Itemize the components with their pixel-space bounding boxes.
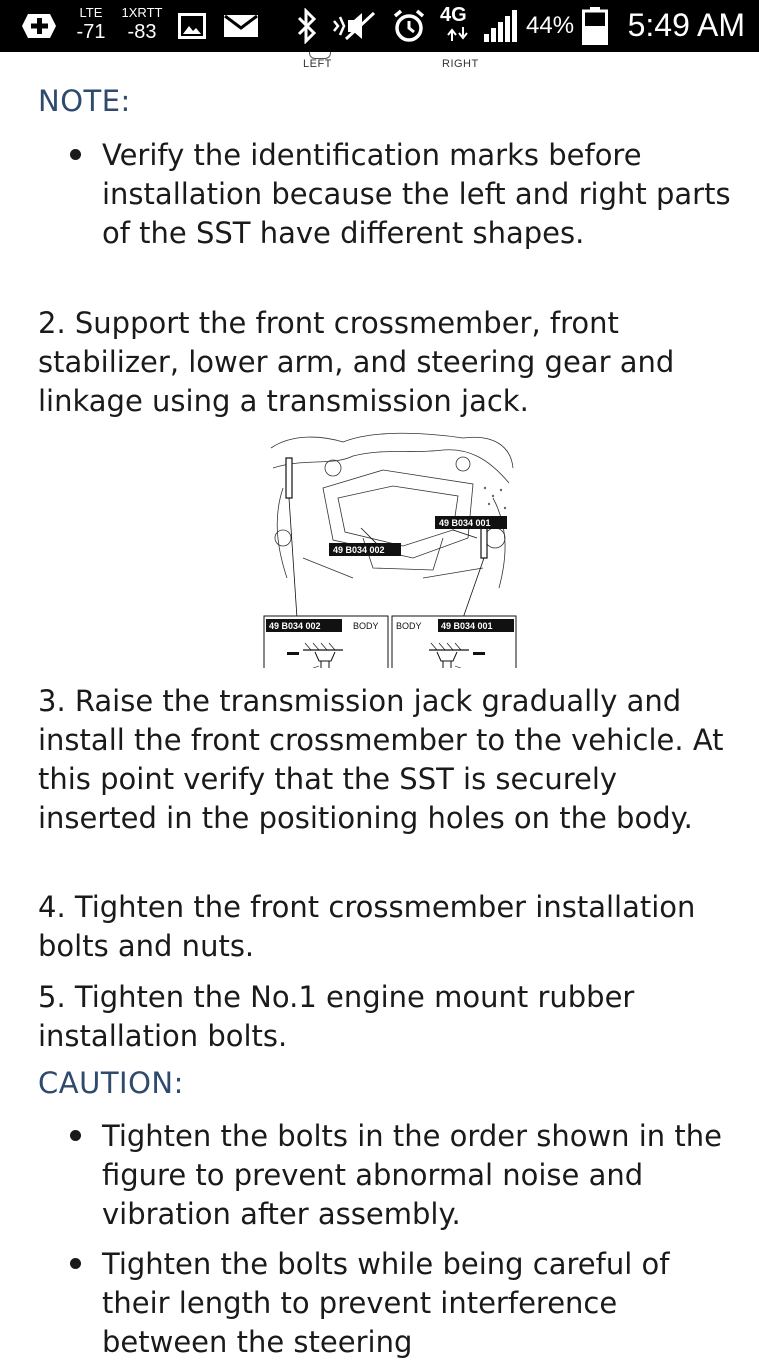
code-right-top-text: 49 B034 001	[439, 518, 491, 528]
add-icon	[22, 12, 56, 40]
rtt-value: -83	[127, 21, 157, 43]
mute-icon	[332, 9, 378, 43]
bullet-dot-icon	[70, 1130, 81, 1141]
left-panel-code: 49 B034 002	[269, 621, 321, 631]
rtt-label: 1XRTT	[121, 5, 163, 20]
sst-installation-figure	[263, 428, 519, 668]
lte-signal-readout	[72, 6, 110, 42]
right-panel-body: BODY	[396, 621, 422, 631]
figure-right-label: RIGHT	[442, 58, 479, 70]
right-panel-code: 49 B034 001	[441, 621, 493, 631]
gallery-icon	[178, 13, 206, 39]
alarm-icon	[392, 8, 426, 44]
clock-time: 5:49 AM	[627, 7, 745, 43]
battery-percent: 44%	[526, 12, 575, 39]
battery-icon	[582, 7, 608, 45]
sst-diagram	[263, 428, 519, 668]
step-4-text: 4. Tighten the front crossmember installation bolts and nuts.	[38, 890, 696, 963]
bluetooth-icon	[296, 8, 318, 44]
step-3-text: 3. Raise the transmission jack gradually and install the front crossmember to the vehicle. At this point verify that the SST is securely inserted in the positioning holes on the body.	[38, 684, 724, 835]
step-5-text: 5. Tighten the No.1 engine mount rubber installation bolts.	[38, 980, 635, 1053]
caution-bullet-text-2: Tighten the bolts while being careful of their length to prevent interference between the steering	[102, 1247, 670, 1359]
lte-label: LTE	[79, 5, 103, 20]
bullet-dot-icon	[70, 149, 81, 160]
step-2-text: 2. Support the front crossmember, front stabilizer, lower arm, and steering gear and linkage using a transmission jack.	[38, 306, 675, 418]
network-type-indicator	[440, 5, 482, 41]
left-panel-body: BODY	[353, 621, 379, 631]
figure-left-label: LEFT	[303, 58, 332, 70]
signal-strength-icon	[484, 10, 520, 42]
rtt-signal-readout	[120, 6, 164, 42]
note-bullet-text: Verify the identification marks before installation because the left and right parts of the SST have different shapes.	[102, 138, 731, 250]
network-type-label: 4G	[440, 4, 467, 26]
status-bar	[0, 0, 759, 52]
note-heading: NOTE:	[38, 84, 131, 118]
caution-bullet-text-1: Tighten the bolts in the order shown in the figure to prevent abnormal noise and vibration after assembly.	[102, 1119, 723, 1231]
bullet-dot-icon	[70, 1258, 81, 1269]
lte-value: -71	[76, 21, 106, 43]
caution-heading: CAUTION:	[38, 1066, 184, 1100]
code-left-top-text: 49 B034 002	[333, 545, 385, 555]
mail-icon	[224, 15, 258, 37]
data-arrows-icon	[446, 27, 470, 41]
